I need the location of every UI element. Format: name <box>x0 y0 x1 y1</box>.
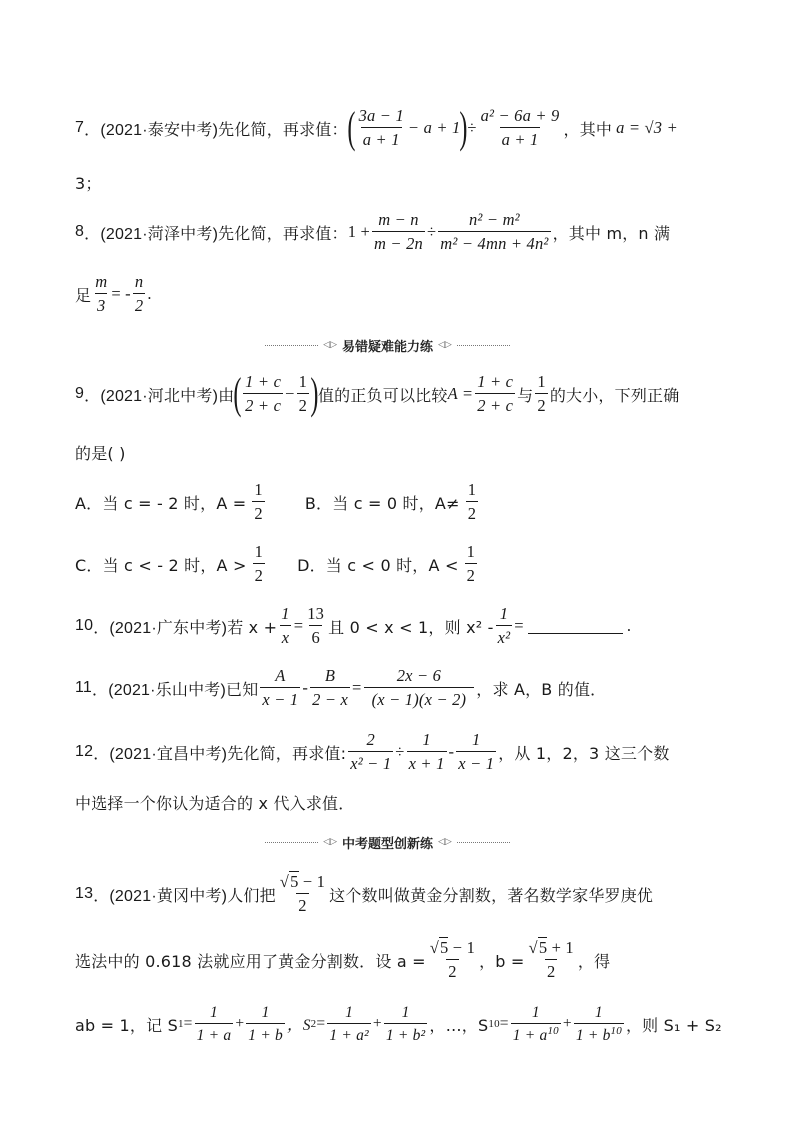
option-d[interactable]: D．当 c < 0 时，A < <box>297 555 459 575</box>
q13-number: 13 <box>75 885 94 902</box>
q7-fraction-1: $\frac{3a - 1}{a + 1}$ <box>358 105 404 149</box>
q7-continuation: 3； <box>75 173 102 193</box>
q7-tail: ，其中 <box>563 119 613 139</box>
q8-line1: 8 ． (2021·菏泽中考) 先化简，再求值： 1 + $\frac{m - n}{m - 2n}$ ÷ $\frac{\text{n² − m²}}{\text{m² − 4mn + 4n²}}$ ，其中 m，n 满 <box>75 209 671 253</box>
q9-line1: 9 ． (2021·河北中考) 由 ( $\frac{1 + c}{2 + c}$ − $\frac{1}{2}$ ) 值的正负可以比较 A = $\frac{1 + c}{2 + c}$ 与 $\frac{1}{2}$ 的大小，下列正确 <box>75 369 680 418</box>
q8-fraction-m3: $\frac{m}{3}$ <box>95 271 108 315</box>
q12-number: 12 <box>75 743 94 760</box>
q7-fraction-2: $\frac{\text{a² − 6a + 9}}{a + 1}$ <box>480 105 560 149</box>
q7-expr-mid: − a + 1 <box>407 118 461 137</box>
triangle-left-icon: ◁▷ <box>323 837 337 847</box>
q7-condition: a = √3 + <box>616 118 678 137</box>
q9-options-ab: A．当 c = - 2 时，A = $\frac{1}{2}$ B．当 c = 0 时，A≠ $\frac{1}{2}$ <box>75 479 477 523</box>
q13-line3: ab = 1，记 S 1 = $\frac{1}{1 + a}$ + $\frac{1}{1 + b}$ ，S 2 = $\frac{1}{\text{1 + a²}}$ + $\frac{1}{\text{1 + b²}}$ ，…，S 10 = $\frac{1}{1 + a^{10}}$ + $\frac{1}{1 + b^{10}}$ ，则 S₁ + S₂ <box>75 1003 722 1044</box>
q8-one-plus: 1 + <box>347 222 370 241</box>
q9-fraction-half: $\frac{1}{2}$ <box>298 371 308 415</box>
q8-fraction-1: $\frac{m - n}{m - 2n}$ <box>373 209 423 253</box>
q8-number: 8 <box>75 223 85 240</box>
q11-rhs-fraction: $\frac{2x - 6}{(x - 1)(x - 2)}$ <box>364 667 475 709</box>
option-b[interactable]: B．当 c = 0 时，A≠ <box>304 493 460 513</box>
q7-number: 7 <box>75 119 85 136</box>
q12-line2: 中选择一个你认为适合的 x 代入求值． <box>75 793 355 813</box>
triangle-left-icon: ◁▷ <box>323 340 337 350</box>
q11-number: 11 <box>75 679 93 696</box>
section-header-1 <box>265 336 510 354</box>
q8-line2-prefix: 足 <box>75 285 92 305</box>
q12-source: (2021·宜昌中考) <box>109 745 228 763</box>
section-rule-right <box>457 345 510 346</box>
q7-line1: 7 ． (2021·泰安中考) 先化简，再求值： ( $\frac{3a - 1}{a + 1}$ − a + 1 ) ÷ $\frac{\text{a² − 6a + 9}}{a + 1}$ ，其中 a = √3 + <box>75 103 678 152</box>
golden-ratio-fraction: $\frac{√5 - 1}{2}$ <box>279 871 326 915</box>
q13-line2: 选法中的 0.618 法就应用了黄金分割数．设 a = $\frac{√5 - 1}{2}$ ，b = $\frac{√5 + 1}{2}$ ，得 <box>75 937 611 981</box>
q10-number: 10 <box>75 617 94 634</box>
q8-fraction-2: $\frac{\text{n² − m²}}{\text{m² − 4mn + 4n²}}$ <box>440 209 549 253</box>
section-title-1: 易错疑难能力练 <box>342 339 434 355</box>
q9-options-cd: C．当 c < - 2 时，A > $\frac{1}{2}$ D．当 c < 0 时，A < $\frac{1}{2}$ <box>75 541 476 585</box>
section-header-2 <box>265 833 510 851</box>
q8-equals: = - <box>111 284 131 303</box>
q9-answer-blank: 的是( ) <box>75 443 126 463</box>
option-a[interactable]: A．当 c = - 2 时，A = <box>75 493 247 513</box>
q12-line1: 12 ． (2021·宜昌中考) 先化简，再求值: $\frac{2}{\text{x² − 1}}$ ÷ $\frac{1}{x + 1}$ - $\frac{1}{x - 1}$ ，从 1，2，3 这三个数 <box>75 729 670 773</box>
q13-line1: 13 ． (2021·黄冈中考) 人们把 $\frac{√5 - 1}{2}$ 这个数叫做黄金分割数，著名数学家华罗庚优 <box>75 871 654 915</box>
section-title-2: 中考题型创新练 <box>342 836 434 852</box>
q9-fraction-a: $\frac{1 + c}{2 + c}$ <box>477 371 514 415</box>
q8-prompt: 先化简，再求值： <box>218 223 348 243</box>
section-rule-left <box>265 345 318 346</box>
q10-line: 10 ． (2021·广东中考) 若 x + $\frac{1}{x}$ = $\frac{13}{6}$ 且 0 < x < 1，则 x² - $\frac{1}{\text{x²}}$ = . <box>75 603 632 647</box>
q13-source: (2021·黄冈中考) <box>109 887 228 905</box>
q8-tail: ，其中 m，n 满 <box>552 223 671 243</box>
q9-fraction-1: $\frac{1 + c}{2 + c}$ <box>245 371 282 415</box>
q10-source: (2021·广东中考) <box>109 619 228 637</box>
q7-line2 <box>75 170 734 194</box>
q9-line2 <box>75 440 734 464</box>
q11-line: 11 ． (2021·乐山中考) 已知 $\frac{A}{x - 1}$ - $\frac{B}{2 - x}$ = $\frac{2x - 6}{(x - 1)(x - 2)}$ ，求 A，B 的值． <box>75 665 607 709</box>
q8-fraction-n2: $\frac{n}{2}$ <box>134 271 144 315</box>
option-c[interactable]: C．当 c < - 2 时，A > <box>75 555 247 575</box>
q7-source: (2021·泰安中考) <box>100 121 219 139</box>
q8-source: (2021·菏泽中考) <box>100 225 219 243</box>
triangle-right-icon: ◁▷ <box>438 837 452 847</box>
q11-source: (2021·乐山中考) <box>108 681 226 699</box>
q9-number: 9 <box>75 385 85 402</box>
q8-line2: 足 $\frac{m}{3}$ = - $\frac{n}{2}$ . <box>75 271 152 315</box>
q10-answer-blank[interactable] <box>528 619 623 634</box>
q7-prompt: 先化简，再求值： <box>218 119 348 139</box>
triangle-right-icon: ◁▷ <box>438 340 452 350</box>
q9-source: (2021·河北中考) <box>100 387 219 405</box>
